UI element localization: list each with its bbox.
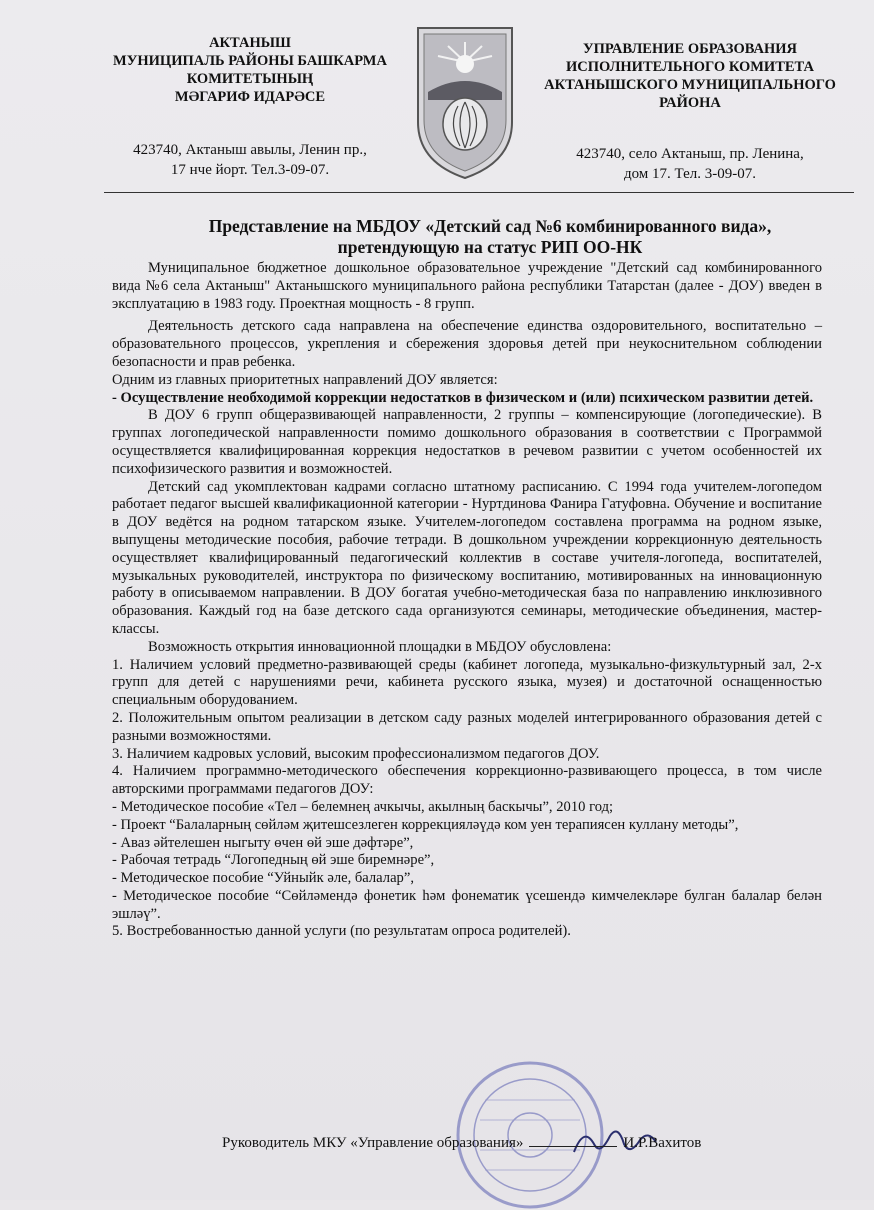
list-item: 5. Востребованностью данной услуги (по результатам опроса родителей).	[112, 923, 571, 940]
paragraph: В ДОУ 6 групп общеразвивающей направленности, 2 группы – компенсирующие (логопедические). В группах логопедической направленности помимо дошкольного образования в соответствии с Программой осуществляется квалифицированная коррекция недостатков в речевом развитии с учетом особенностей их психофизического развития и возможностей.	[112, 407, 822, 477]
header-left-line: КОМИТЕТЫНЫҢ	[186, 71, 314, 87]
signatory-name: И.Р.Вахитов	[623, 1135, 702, 1151]
method-item: - Рабочая тетрадь “Логопедның өй эше биремнәре”,	[112, 852, 435, 869]
header-left-line: АКТАНЫШ	[209, 35, 291, 51]
title-line: Представление на МБДОУ «Детский сад №6 комбинированного вида»,	[208, 216, 772, 236]
list-item: 1. Наличием условий предметно-развивающей среды (кабинет логопеда, музыкально-физкультурный зал, 2-х групп для детей с нарушениями речи, кабинета русского языка, музея) и достаточной оснащенностью специальным оборудованием.	[112, 656, 822, 709]
coat-of-arms-icon	[410, 22, 520, 182]
address-line: 423740, село Актаныш, пр. Ленина,	[576, 146, 804, 162]
header-right-line: РАЙОНА	[659, 95, 721, 111]
paragraph: Муниципальное бюджетное дошкольное образовательное учреждение "Детский сад комбинированного вида №6 села Актаныш" Актанышского муниципального района республики Татарстан (далее - ДОУ) введен в эксплуатацию в 1983 году. Проектная мощность - 8 групп.	[112, 260, 822, 312]
address-line: дом 17. Тел. 3-09-07.	[623, 166, 757, 182]
method-item: - Методическое пособие «Тел – белемнең ачкычы, акылның баскычы”, 2010 год;	[112, 798, 614, 815]
header-right-line: АКТАНЫШСКОГО МУНИЦИПАЛЬНОГО	[544, 77, 836, 93]
header-left-org	[95, 34, 405, 106]
title-line: претендующую на статус РИП ОО-НК	[337, 237, 643, 257]
signature-line	[529, 1136, 617, 1147]
list-item: 2. Положительным опытом реализации в детском саду разных моделей интегрированного образования детей с разными возможностями.	[112, 709, 822, 744]
header-right-org	[530, 40, 850, 112]
header-left-line: МӘГАРИФ ИДАРӘСЕ	[174, 89, 326, 105]
header-right-line: ИСПОЛНИТЕЛЬНОГО КОМИТЕТА	[566, 59, 814, 75]
header-left-line: МУНИЦИПАЛЬ РАЙОНЫ БАШКАРМА	[113, 53, 387, 69]
document-title	[150, 216, 830, 258]
signature-block	[222, 1133, 822, 1153]
paragraph: Детский сад укомплектован кадрами согласно штатному расписанию. С 1994 года учителем-логопедом работает педагог высшей квалификационной категории - Нуртдинова Фанира Гатуфовна. Обучение и воспитание в ДОУ ведётся на родном татарском языке. Учителем-логопедом составлена программа на родном языке, выпущены методические пособия, рабочие тетради. В дошкольном учреждении коррекционную деятельность осуществляет квалифицированный педагогический коллектив в составе учителя-логопеда, воспитателей, музыкальных руководителей, инструктора по физическому воспитанию, мотивированных на инновационную работу в описываемом направлении. В ДОУ богатая учебно-методическая база по направлению инклюзивного образования. Каждый год на базе детского сада организуются семинары, методические объединения, мастер-классы.	[112, 478, 822, 637]
header-left-address	[100, 140, 400, 180]
method-item: - Методическое пособие “Уйныйк әле, балалар”,	[112, 870, 414, 887]
paragraph: Деятельность детского сада направлена на обеспечение единства оздоровительного, воспитательно – образовательного процессов, укрепления и сбережения здоровья детей при неукоснительном соблюдении безопасности и прав ребенка.	[112, 318, 822, 370]
list-item: 3. Наличием кадровых условий, высоким профессионализмом педагогов ДОУ.	[112, 745, 600, 762]
paragraph: Одним из главных приоритетных направлений ДОУ является:	[112, 371, 498, 388]
header-right-line: УПРАВЛЕНИЕ ОБРАЗОВАНИЯ	[582, 41, 797, 57]
method-item: - Проект “Балаларның сөйләм җитешсезлеген коррекцияләүдә ком уен терапиясен куллану методы”,	[112, 816, 739, 833]
paragraph: Возможность открытия инновационной площадки в МБДОУ обусловлена:	[148, 638, 612, 655]
header-right-address	[540, 144, 840, 184]
method-item: - Аваз әйтелешен ныгыту өчен өй эше дәфтәре”,	[112, 834, 414, 851]
address-line: 423740, Актаныш авылы, Ленин пр.,	[133, 142, 367, 158]
priority-statement: - Осуществление необходимой коррекции недостатков в физическом и (или) психическом развитии детей.	[112, 389, 814, 406]
method-item: - Методическое пособие “Сөйләмендә фонетик һәм фонематик үсешендә кимчелекләре булган балалар белән эшләү”.	[112, 887, 822, 922]
list-item: 4. Наличием программно-методического обеспечения коррекционно-развивающего процесса, в том числе авторскими программами педагогов ДОУ:	[112, 763, 822, 798]
signatory-role: Руководитель МКУ «Управление образования»	[222, 1135, 524, 1151]
document-body	[112, 260, 822, 941]
header-divider	[104, 192, 854, 193]
address-line: 17 нче йорт. Тел.3-09-07.	[170, 162, 330, 178]
